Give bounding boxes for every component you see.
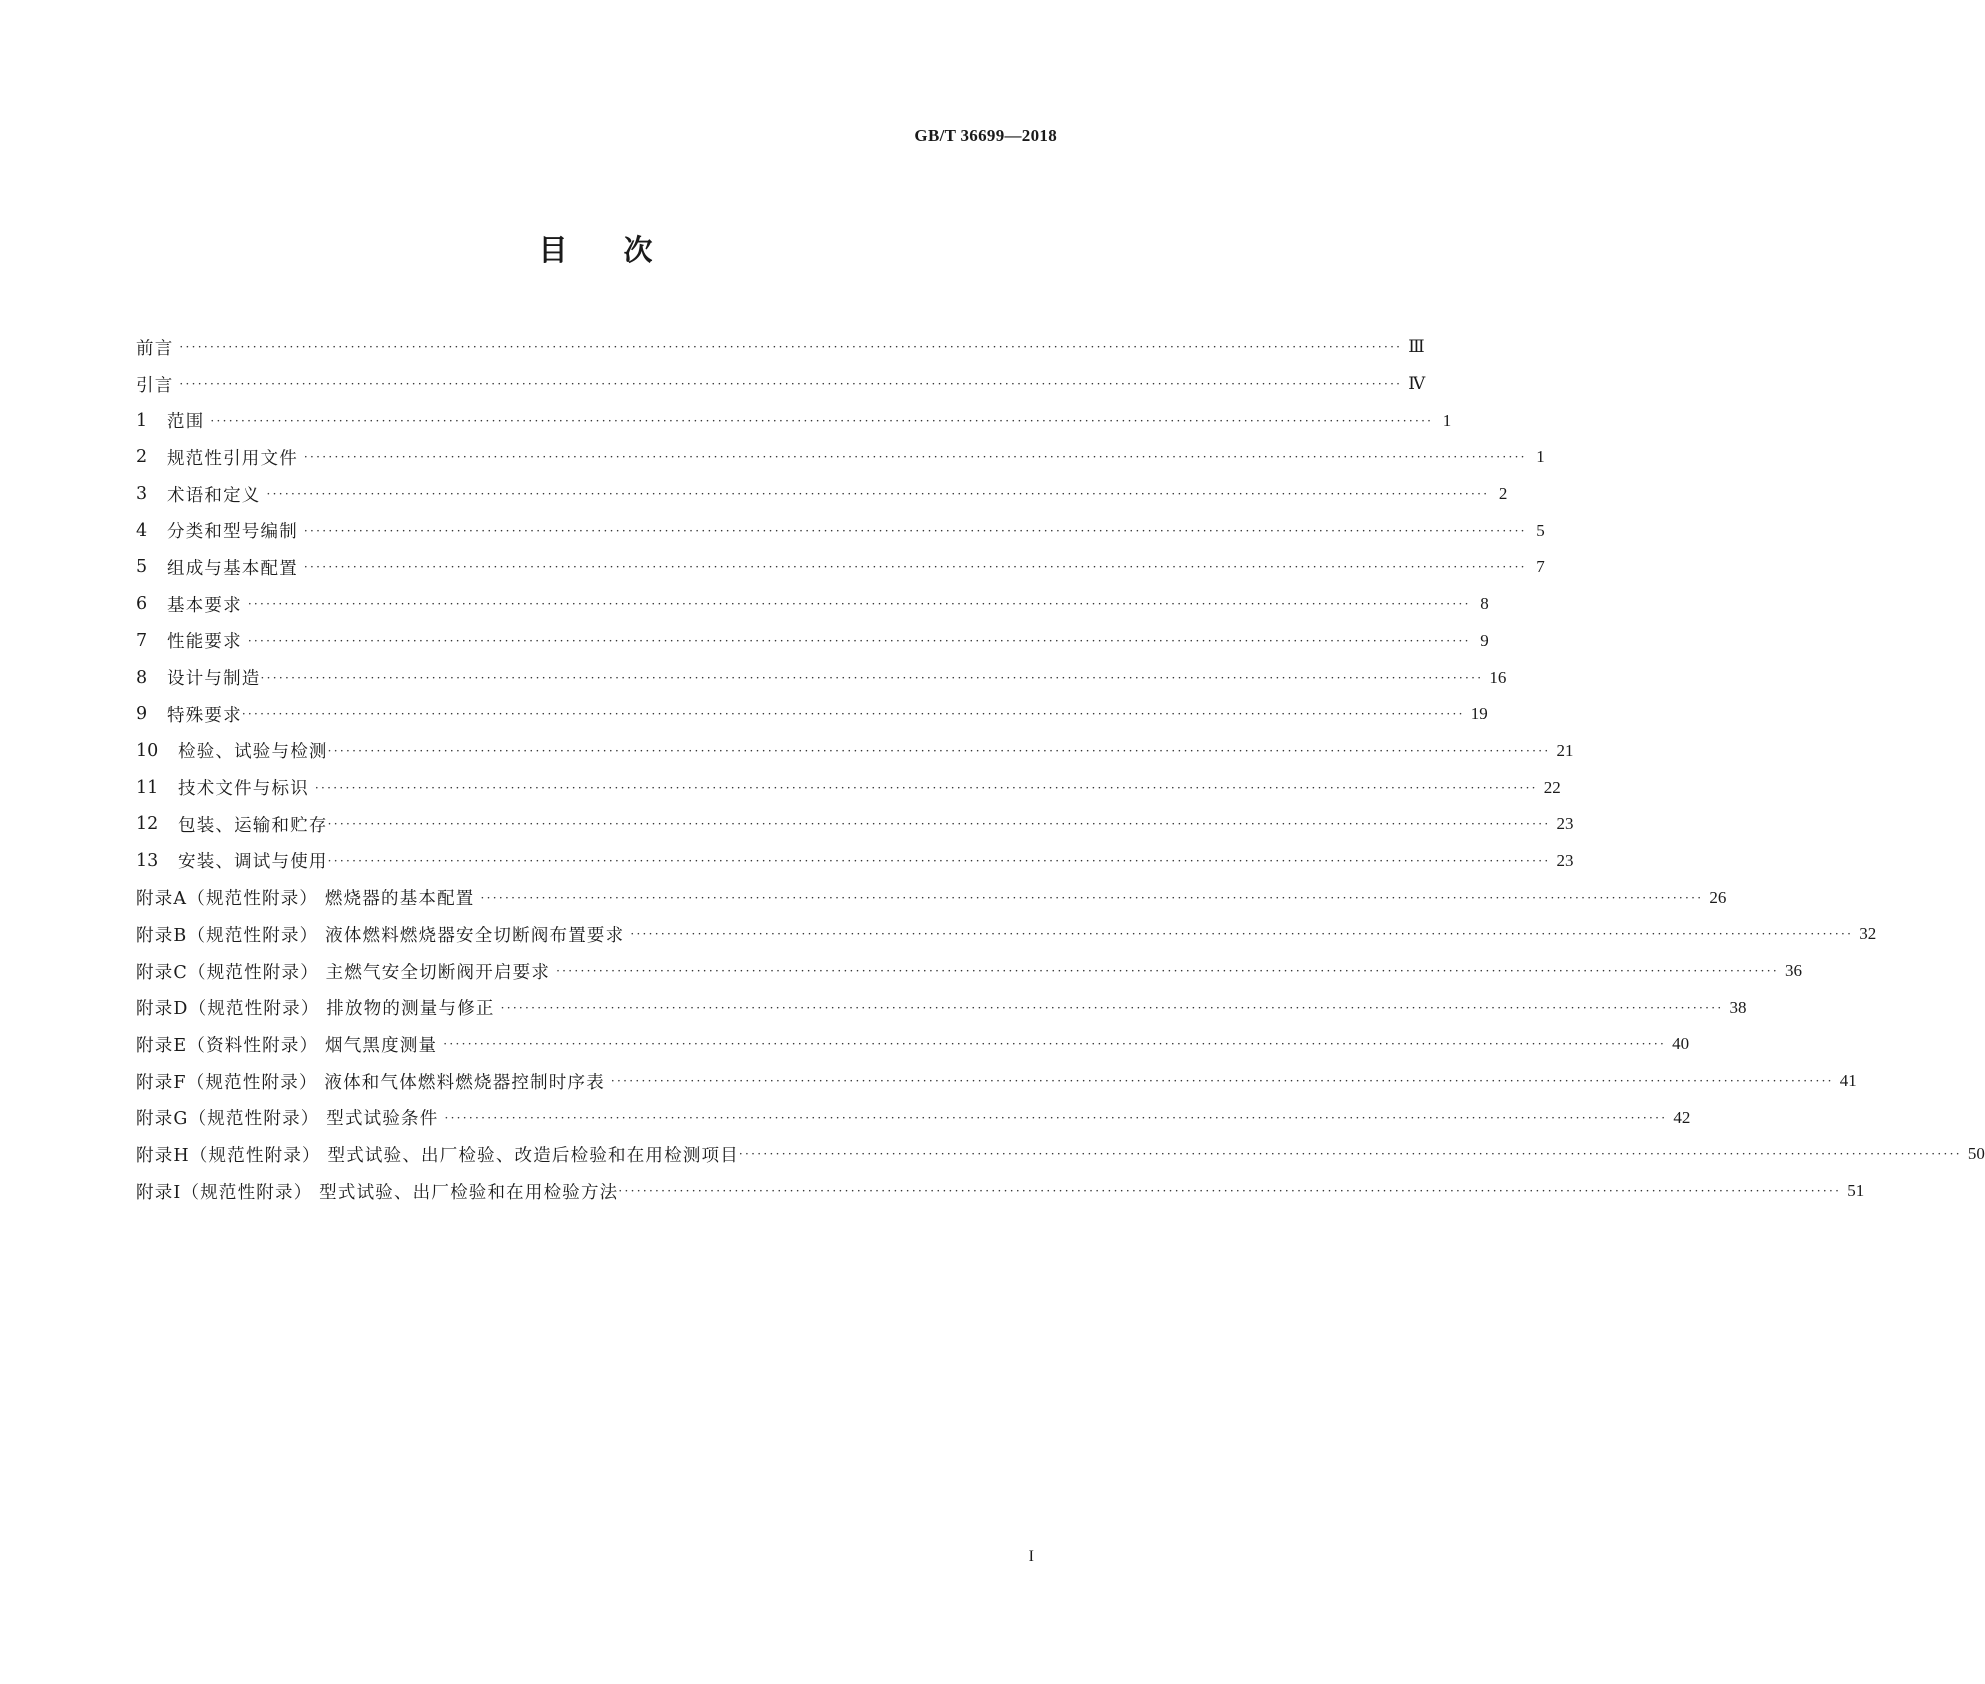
- toc-entry[interactable]: [136, 623, 1489, 660]
- toc-entry-number: 13: [136, 850, 159, 871]
- toc-leader-dots: ········································································································································································································: [327, 743, 1551, 758]
- toc-entry[interactable]: [136, 439, 1545, 476]
- toc-entry-label: 技术文件与标识: [178, 779, 309, 800]
- toc-entry-number: 7: [136, 630, 148, 651]
- toc-entry-page: Ⅲ: [1408, 337, 1425, 357]
- toc-entry[interactable]: [136, 769, 1561, 806]
- toc-leader-dots: ········································································································································································································: [303, 560, 1527, 575]
- toc-entry-label: 附录B（规范性附录） 液体燃料燃烧器安全切断阀布置要求: [136, 925, 625, 946]
- toc-leader-dots: ········································································································································································································: [266, 487, 1490, 502]
- toc-entry-label: 附录I（规范性附录） 型式试验、出厂检验和在用检验方法: [136, 1182, 619, 1203]
- toc-entry-page: 50: [1967, 1144, 1985, 1164]
- toc-entry-page: 19: [1470, 704, 1488, 724]
- toc-entry-number: 6: [136, 594, 148, 615]
- toc-entry[interactable]: [136, 402, 1452, 439]
- toc-entry-label: 性能要求: [167, 632, 242, 653]
- toc-entry-page: 9: [1480, 630, 1489, 650]
- toc-leader-dots: ········································································································································································································: [444, 1110, 1668, 1125]
- table-of-contents: [136, 329, 1985, 1210]
- toc-entry-page: 22: [1543, 777, 1561, 797]
- toc-entry-number: 5: [136, 557, 148, 578]
- toc-leader-dots: ········································································································································································································: [480, 890, 1704, 905]
- toc-entry-page: 42: [1673, 1107, 1691, 1127]
- toc-entry-page: 32: [1859, 924, 1877, 944]
- toc-leader-dots: ········································································································································································································: [241, 707, 1465, 722]
- toc-entry-label: 包装、运输和贮存: [178, 815, 328, 836]
- toc-entry[interactable]: [136, 696, 1488, 733]
- toc-entry-label: 设计与制造: [167, 669, 261, 690]
- toc-entry-page: 7: [1536, 557, 1545, 577]
- toc-entry-label: 前言: [136, 338, 174, 359]
- toc-entry-number: 11: [136, 777, 159, 798]
- toc-leader-dots: ········································································································································································································: [260, 670, 1484, 685]
- toc-entry-label: 特殊要求: [167, 705, 242, 726]
- toc-leader-dots: ········································································································································································································: [247, 633, 1471, 648]
- toc-entry-page: 16: [1489, 667, 1507, 687]
- toc-entry-label: 规范性引用文件: [167, 448, 298, 469]
- toc-leader-dots: ········································································································································································································: [327, 817, 1551, 832]
- toc-entry-page: Ⅳ: [1408, 374, 1426, 394]
- toc-leader-dots: ········································································································································································································: [314, 780, 1538, 795]
- toc-entry-number: 3: [136, 484, 148, 505]
- toc-leader-dots: ········································································································································································································: [303, 523, 1527, 538]
- toc-entry[interactable]: [136, 329, 1425, 366]
- toc-entry-number: 2: [136, 447, 148, 468]
- page-number: I: [1028, 1548, 1034, 1565]
- toc-leader-dots: ········································································································································································································: [210, 413, 1434, 428]
- toc-leader-dots: ········································································································································································································: [630, 927, 1854, 942]
- toc-entry[interactable]: [136, 1173, 1865, 1210]
- toc-entry[interactable]: [136, 586, 1489, 623]
- toc-entry[interactable]: [136, 806, 1574, 843]
- toc-entry-page: 8: [1480, 594, 1489, 614]
- toc-entry[interactable]: [136, 366, 1426, 403]
- toc-entry[interactable]: [136, 1136, 1985, 1173]
- toc-leader-dots: ········································································································································································································: [327, 853, 1551, 868]
- toc-entry-label: 引言: [136, 375, 174, 396]
- toc-leader-dots: ········································································································································································································: [738, 1147, 1962, 1162]
- toc-entry-page: 1: [1536, 447, 1545, 467]
- toc-entry-page: 5: [1536, 520, 1545, 540]
- toc-entry[interactable]: [136, 659, 1507, 696]
- toc-entry-label: 附录H（规范性附录） 型式试验、出厂检验、改造后检验和在用检测项目: [136, 1145, 739, 1166]
- toc-entry-number: 12: [136, 814, 159, 835]
- toc-leader-dots: ········································································································································································································: [179, 377, 1403, 392]
- toc-entry-number: 8: [136, 667, 148, 688]
- toc-entry-label: 组成与基本配置: [167, 558, 298, 579]
- toc-entry-number: 1: [136, 410, 148, 431]
- standard-code: GB/T 36699—2018: [914, 126, 1057, 145]
- toc-entry[interactable]: [136, 549, 1545, 586]
- toc-entry-page: 41: [1839, 1071, 1857, 1091]
- toc-entry[interactable]: [136, 953, 1802, 990]
- toc-entry-label: 附录G（规范性附录） 型式试验条件: [136, 1109, 439, 1130]
- toc-leader-dots: ········································································································································································································: [610, 1074, 1834, 1089]
- toc-entry-label: 检验、试验与检测: [178, 742, 328, 763]
- toc-entry-page: 21: [1556, 740, 1574, 760]
- toc-entry-page: 38: [1729, 997, 1747, 1017]
- toc-entry-page: 51: [1847, 1181, 1865, 1201]
- toc-entry-label: 分类和型号编制: [167, 522, 298, 543]
- toc-entry-label: 附录C（规范性附录） 主燃气安全切断阀开启要求: [136, 962, 551, 983]
- toc-entry-page: 23: [1556, 850, 1574, 870]
- toc-entry[interactable]: [136, 843, 1574, 880]
- toc-entry-label: 术语和定义: [167, 485, 261, 506]
- toc-entry-number: 10: [136, 740, 159, 761]
- toc-leader-dots: ········································································································································································································: [179, 340, 1403, 355]
- toc-entry-label: 附录E（资料性附录） 烟气黑度测量: [136, 1035, 438, 1056]
- toc-entry-label: 附录D（规范性附录） 排放物的测量与修正: [136, 999, 495, 1020]
- toc-leader-dots: ········································································································································································································: [247, 597, 1471, 612]
- toc-entry-page: 36: [1784, 961, 1802, 981]
- toc-leader-dots: ········································································································································································································: [303, 450, 1527, 465]
- toc-entry-page: 40: [1672, 1034, 1690, 1054]
- toc-leader-dots: ········································································································································································································: [618, 1184, 1842, 1199]
- toc-leader-dots: ········································································································································································································: [443, 1037, 1667, 1052]
- toc-entry[interactable]: [136, 1099, 1691, 1136]
- toc-entry-label: 附录A（规范性附录） 燃烧器的基本配置: [136, 889, 475, 910]
- toc-entry[interactable]: [136, 1026, 1690, 1063]
- toc-entry-page: 1: [1442, 410, 1452, 430]
- toc-entry-page: 26: [1709, 887, 1727, 907]
- toc-entry[interactable]: [136, 733, 1574, 770]
- toc-leader-dots: ········································································································································································································: [556, 964, 1779, 979]
- toc-entry-label: 范围: [167, 412, 205, 433]
- toc-entry-label: 基本要求: [167, 595, 242, 616]
- toc-entry[interactable]: [136, 1063, 1857, 1100]
- toc-entry-number: 9: [136, 704, 148, 725]
- toc-entry[interactable]: [136, 989, 1747, 1026]
- toc-entry-page: 2: [1498, 484, 1508, 504]
- toc-entry[interactable]: [136, 512, 1545, 549]
- toc-entry[interactable]: [136, 916, 1877, 953]
- toc-entry[interactable]: [136, 879, 1727, 916]
- toc-entry[interactable]: [136, 476, 1508, 513]
- toc-entry-number: 4: [136, 520, 148, 541]
- toc-entry-label: 附录F（规范性附录） 液体和气体燃料燃烧器控制时序表: [136, 1072, 605, 1093]
- toc-entry-page: 23: [1556, 814, 1574, 834]
- toc-leader-dots: ········································································································································································································: [500, 1000, 1724, 1015]
- toc-entry-label: 安装、调试与使用: [178, 852, 328, 873]
- page-title: 目次: [538, 233, 709, 267]
